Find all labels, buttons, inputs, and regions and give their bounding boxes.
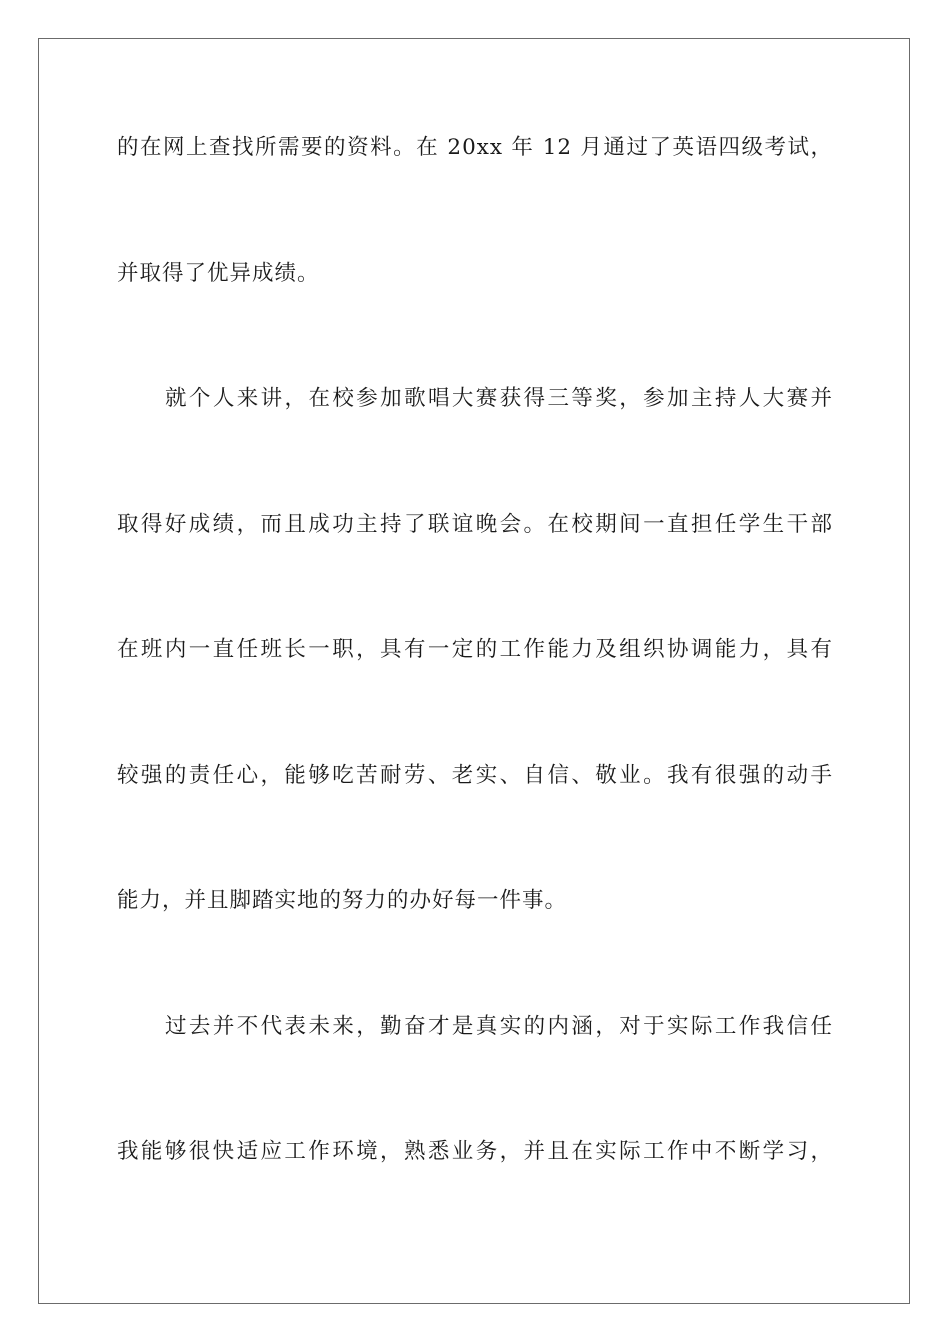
paragraph-line-9: 我能够很快适应工作环境，熟悉业务，并且在实际工作中不断学习， [117,1139,833,1164]
page-border [38,38,910,1304]
paragraph-line-5: 在班内一直任班长一职，具有一定的工作能力及组织协调能力，具有 [117,637,833,662]
paragraph-line-6: 较强的责任心，能够吃苦耐劳、老实、自信、敬业。我有很强的动手 [117,763,833,788]
paragraph-line-1: 的在网上查找所需要的资料。在 20xx 年 12 月通过了英语四级考试， [117,135,833,160]
paragraph-line-8: 过去并不代表未来，勤奋才是真实的内涵，对于实际工作我信任 [165,1014,833,1039]
paragraph-line-2: 并取得了优异成绩。 [117,261,320,286]
paragraph-line-7: 能力，并且脚踏实地的努力的办好每一件事。 [117,888,568,913]
paragraph-line-3: 就个人来讲，在校参加歌唱大赛获得三等奖，参加主持人大赛并 [165,386,833,411]
paragraph-line-4: 取得好成绩，而且成功主持了联谊晚会。在校期间一直担任学生干部 [117,512,833,537]
